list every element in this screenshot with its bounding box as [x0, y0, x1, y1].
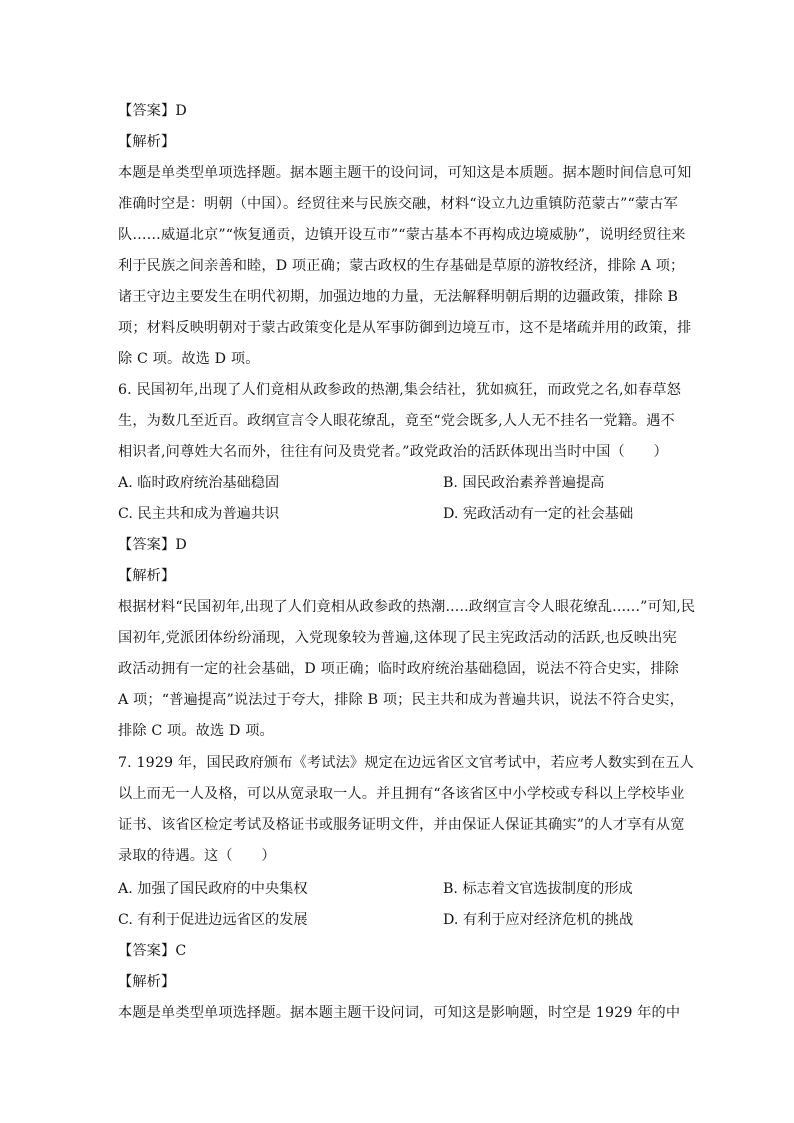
q7-stem-line: 录取的待遇。这（ ）	[118, 848, 276, 864]
q6-option-row	[118, 499, 678, 530]
q7-option-row	[118, 874, 678, 905]
q6-option-a[interactable]: A. 临时政府统治基础稳固	[118, 475, 280, 491]
q7-options	[118, 874, 678, 936]
q7-option-c[interactable]: C. 有利于促进边远省区的发展	[118, 912, 308, 928]
q6-option-b[interactable]: B. 国民政治素养普遍提高	[443, 475, 605, 491]
q5-answer-analysis	[118, 96, 692, 375]
q6-answer-analysis	[118, 530, 696, 747]
q6-option-d[interactable]: D. 宪政活动有一定的社会基础	[443, 506, 634, 522]
q5-analysis-line: 本题是单类型单项选择题。据本题主题干的设问词，可知这是本质题。据本题时间信息可知	[118, 165, 692, 181]
q5-analysis-line: 利于民族之间亲善和睦，D 项正确；蒙古政权的生存基础是草原的游牧经济，排除 A 项；	[118, 258, 685, 274]
q6-analysis-line: 政活动拥有一定的社会基础，D 项正确；临时政府统治基础稳固，说法不符合史实，排除	[118, 661, 680, 677]
q6-option-c[interactable]: C. 民主共和成为普遍共识	[118, 506, 280, 522]
q6-stem-line: 相识者,问尊姓大名而外，往往有问及贵党者。”政党政治的活跃体现出当时中国（ ）	[118, 444, 668, 460]
q7-analysis-label: 【解析】	[118, 974, 176, 990]
q6-analysis-line: 根据材料“民国初年,出现了人们竟相从政参政的热潮.....政纲宣言令人眼花缭乱......”可知,民	[118, 599, 696, 615]
q6-option-row	[118, 468, 678, 499]
q5-analysis-line: 队……威逼北京”“恢复通贡，边镇开设互市”“蒙古基本不再构成边境威胁”，说明经贸往来	[118, 227, 686, 243]
q6-answer: 【答案】D	[118, 537, 187, 553]
q5-answer: 【答案】D	[118, 103, 187, 119]
q5-analysis-line: 除 C 项。故选 D 项。	[118, 351, 260, 367]
q5-analysis-line: 准确时空是：明朝（中国）。经贸往来与民族交融，材料“设立九边重镇防范蒙古”“蒙古军	[118, 196, 678, 212]
q7-analysis-line: 本题是单类型单项选择题。据本题主题干设问词，可知这是影响题，时空是 1929 年的中	[118, 1005, 681, 1021]
q6-analysis-line: A 项；“普遍提高”说法过于夸大，排除 B 项；民主共和成为普遍共识，说法不符合史实，	[118, 692, 684, 708]
q7-stem-line: 7. 1929 年，国民政府颁布《考试法》规定在边远省区文官考试中，若应考人数实到在五人	[118, 755, 695, 771]
q6-analysis-line: 排除 C 项。故选 D 项。	[118, 723, 274, 739]
q6-analysis-label: 【解析】	[118, 568, 176, 584]
q7-option-row	[118, 905, 678, 936]
q6-options	[118, 468, 678, 530]
q7-answer: 【答案】C	[118, 943, 187, 959]
q7-stem-line: 证书、该省区检定考试及格证书或服务证明文件，并由保证人保证其确实”的人才享有从宽	[118, 817, 685, 833]
q6-stem-line: 生，为数几至近百。政纲宣言令人眼花缭乱，竟至“党会既多,人人无不挂名一党籍。遇不	[118, 413, 675, 429]
q6-stem	[118, 375, 681, 468]
q6-stem-line: 6. 民国初年,出现了人们竟相从政参政的热潮,集会结社，犹如疯狂，而政党之名,如春草怒	[118, 382, 681, 398]
q7-stem-line: 以上而无一人及格，可以从宽录取一人。并且拥有“各该省区中小学校或专科以上学校毕业	[118, 786, 685, 802]
q5-analysis-line: 项；材料反映明朝对于蒙古政策变化是从军事防御到边境互市，这不是堵疏并用的政策，排	[118, 320, 692, 336]
q6-analysis-line: 国初年,党派团体纷纷涌现，入党现象较为普遍,这体现了民主宪政活动的活跃,也反映出宪	[118, 630, 677, 646]
q7-answer-analysis	[118, 936, 681, 1029]
q7-option-a[interactable]: A. 加强了国民政府的中央集权	[118, 881, 308, 897]
q5-analysis-label: 【解析】	[118, 134, 176, 150]
q7-stem	[118, 748, 695, 872]
q7-option-d[interactable]: D. 有利于应对经济危机的挑战	[443, 912, 634, 928]
q7-option-b[interactable]: B. 标志着文官选拔制度的形成	[443, 881, 633, 897]
q5-analysis-line: 诸王守边主要发生在明代初期，加强边地的力量，无法解释明朝后期的边疆政策，排除 B	[118, 289, 679, 305]
